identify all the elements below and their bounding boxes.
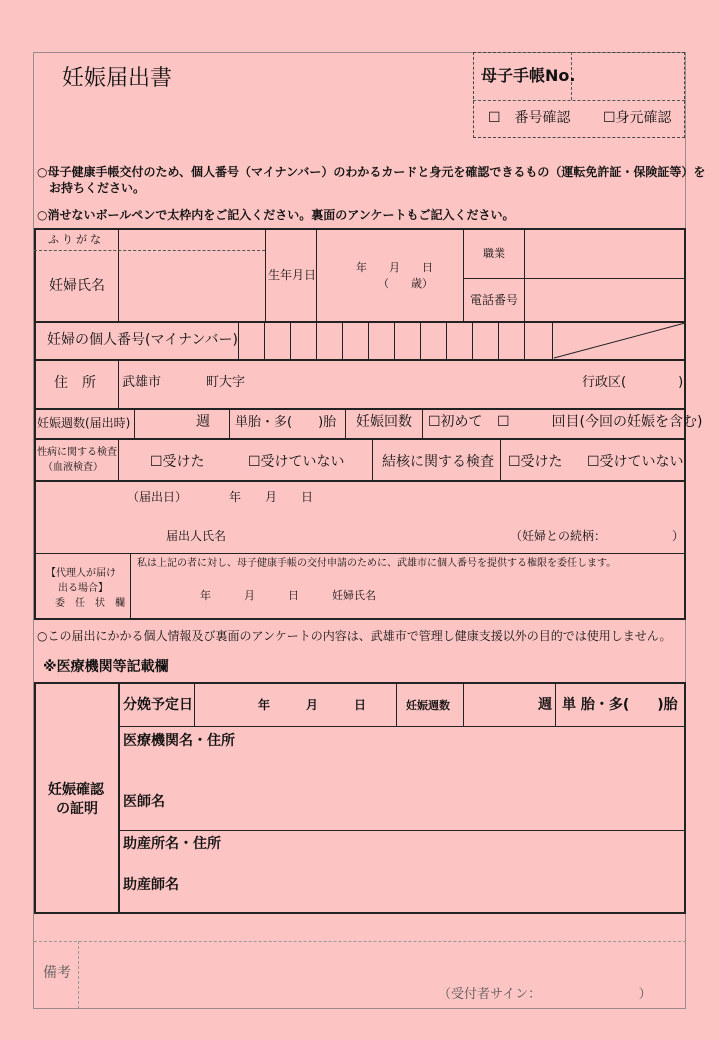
remarks-label: 備考 (43, 965, 71, 981)
midwife-input[interactable] (200, 872, 684, 912)
doctor-input[interactable] (200, 780, 684, 828)
pregnancy-count-label: 妊娠回数 (356, 414, 412, 430)
institution-input[interactable] (250, 728, 684, 778)
note-line-1b: お持ちください。 (49, 181, 146, 195)
std-received-checkbox[interactable]: ☐受けた (150, 454, 205, 470)
address-label: 住 所 (54, 375, 96, 391)
medical-weeks-label: 妊娠週数 (406, 699, 450, 712)
due-date-label: 分娩予定日 (123, 697, 193, 713)
furigana-label: ふりがな (48, 233, 104, 246)
filer-name-label: 届出人氏名 (166, 529, 227, 543)
receiver-sign: （受付者サイン： ） (438, 987, 652, 1002)
boshi-techo-label: 母子手帳No. (481, 66, 576, 85)
medical-weeks-unit: 週 (538, 697, 552, 713)
phone-input[interactable] (526, 280, 684, 320)
address-input[interactable] (250, 362, 575, 406)
medical-section-title: ※医療機関等記載欄 (43, 659, 169, 675)
proof-label-2: の証明 (56, 801, 98, 817)
weeks-unit: 週 (196, 414, 210, 430)
weeks-input[interactable] (136, 410, 194, 437)
std-test-label-2: （血液検査） (43, 462, 103, 473)
tb-received-checkbox[interactable]: ☐受けた (508, 454, 563, 470)
privacy-note: ○この届出にかかる個人情報及び裏面のアンケートの内容は、武雄市で管理し健康支援以外の目的では使用しません。 (37, 629, 672, 643)
filing-date-field[interactable]: （届出日） 年 月 日 (127, 490, 314, 504)
filer-name-input[interactable] (232, 520, 502, 548)
check-identity-confirm[interactable]: ☐身元確認 (603, 110, 672, 126)
tb-test-label: 結核に関する検査 (382, 454, 494, 470)
weeks-label: 妊娠週数(届出時) (37, 416, 131, 430)
first-time-checkbox[interactable]: ☐初めて (428, 414, 483, 430)
relationship-field[interactable]: （妊婦との続柄： ） (510, 529, 685, 543)
occupation-input[interactable] (526, 230, 684, 277)
birth-label: 生年月日 (268, 268, 317, 282)
note-line-1: ○母子健康手帳交付のため、個人番号（マイナンバー）のわかるカードと身元を確認できるもの（運転免許証・保険証等）を (37, 165, 706, 179)
note-line-2: ○消せないボールペンで太枠内をご記入ください。裏面のアンケートもご記入ください。 (37, 208, 515, 222)
nth-time-checkbox[interactable]: ☐ 回目(今回の妊娠を含む) (497, 414, 703, 430)
name-input[interactable] (120, 252, 264, 320)
occupation-label: 職業 (483, 247, 505, 260)
proxy-label-2: 出る場合】 (58, 583, 108, 594)
birth-date-field[interactable]: 年 月 日 (356, 261, 433, 274)
tb-not-received-checkbox[interactable]: ☐受けていない (587, 454, 684, 470)
phone-label: 電話番号 (470, 293, 519, 307)
form-title: 妊娠届出書 (62, 66, 173, 91)
institution-label: 医療機関名・住所 (123, 733, 235, 749)
remarks-input[interactable] (80, 944, 684, 984)
proxy-label-1: 【代理人が届け (46, 568, 116, 579)
singleton-multi[interactable]: 単胎・多( )胎 (235, 415, 337, 430)
address-city: 武雄市 (122, 375, 162, 390)
proof-label-1: 妊娠確認 (48, 782, 104, 798)
medical-singleton[interactable]: 単 胎・多( )胎 (562, 697, 678, 713)
mynumber-diagonal (552, 321, 686, 359)
address-district: 行政区( ) (582, 375, 684, 390)
mynumber-input[interactable] (239, 323, 552, 359)
doctor-label: 医師名 (123, 794, 165, 810)
due-date-field[interactable]: 年 月 日 (258, 698, 367, 712)
address-town: 町大字 (206, 375, 246, 390)
medical-weeks-input[interactable] (465, 684, 535, 725)
name-label: 妊婦氏名 (49, 278, 105, 294)
midwife-label: 助産師名 (123, 877, 179, 893)
birth-age-field[interactable]: （ 歳） (378, 277, 433, 290)
midwifery-label: 助産所名・住所 (123, 836, 221, 852)
proxy-label-3: 委 任 状 欄 (55, 598, 125, 609)
proxy-date-name[interactable]: 年 月 日 妊婦氏名 (200, 589, 376, 602)
proxy-text: 私は上記の者に対し、母子健康手帳の交付申請のために、武雄市に個人番号を提供する権限を委任します。 (137, 558, 617, 569)
check-number-confirm[interactable]: ☐ 番号確認 (488, 110, 571, 126)
std-not-received-checkbox[interactable]: ☐受けていない (248, 454, 345, 470)
midwifery-input[interactable] (250, 832, 684, 870)
mynumber-label: 妊婦の個人番号(マイナンバー) (47, 332, 238, 348)
std-test-label-1: 性病に関する検査 (37, 447, 117, 458)
furigana-input[interactable] (120, 230, 264, 249)
